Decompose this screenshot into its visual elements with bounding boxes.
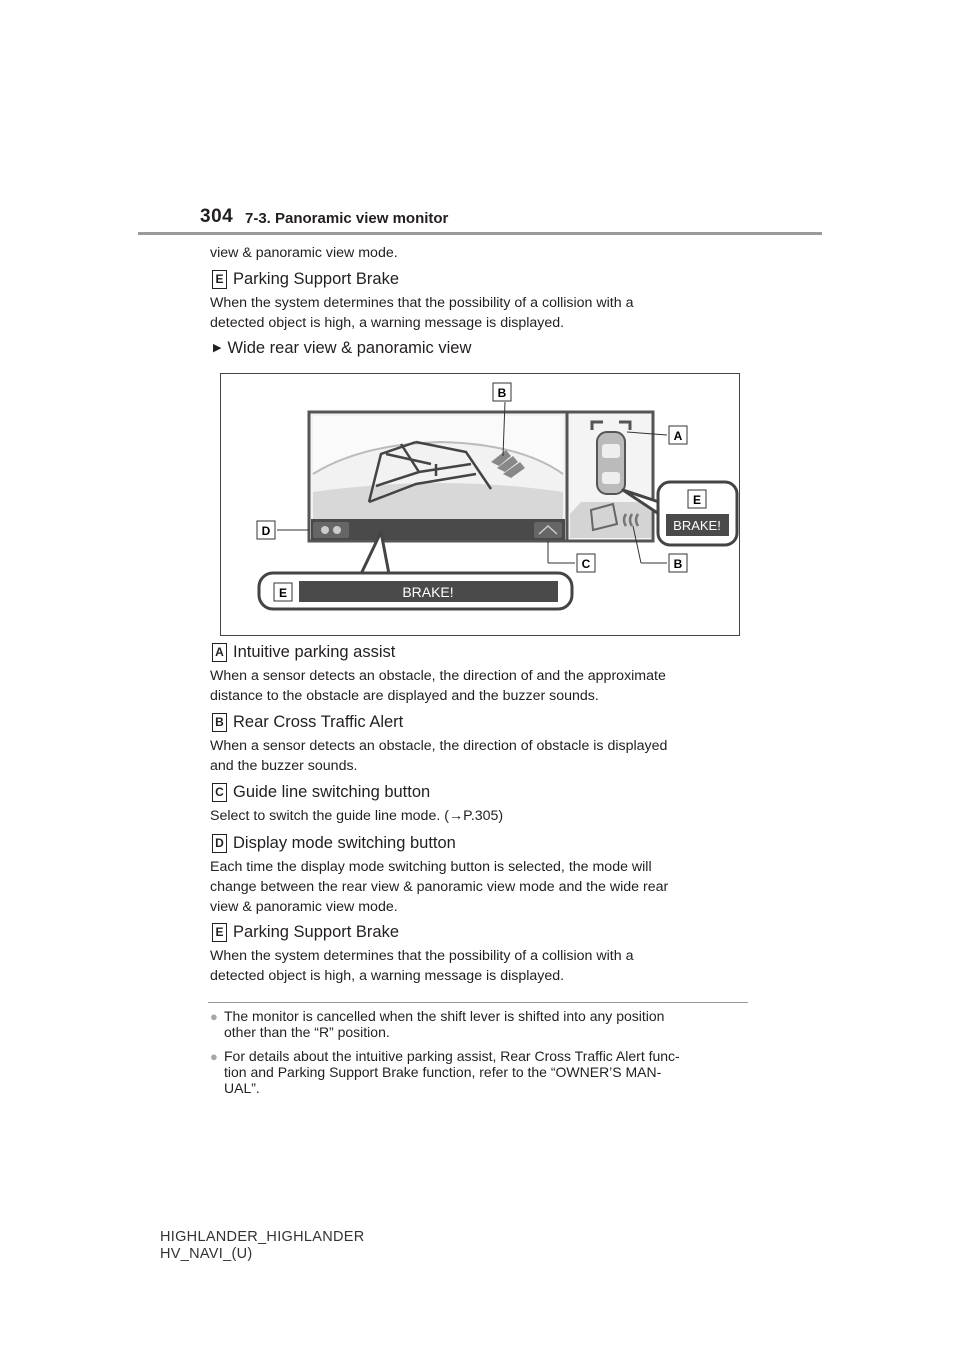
item-title: Parking Support Brake: [233, 270, 400, 288]
item-title: Guide line switching button: [233, 783, 431, 801]
item-description-line: change between the rear view & panoramic view mode and the wide rear: [210, 879, 669, 895]
brake-warning-small: BRAKE!: [673, 518, 721, 533]
guide-line-switching-button[interactable]: [534, 522, 562, 538]
callout-label: D: [261, 524, 271, 538]
item-letter-box: B: [212, 713, 227, 732]
item-description-line: detected object is high, a warning message is displayed.: [210, 315, 565, 331]
brake-warning-large: BRAKE!: [402, 584, 454, 600]
note-line: The monitor is cancelled when the shift lever is shifted into any position: [224, 1008, 665, 1024]
section-title: 7-3. Panoramic view monitor: [245, 210, 449, 227]
item-description-line: When a sensor detects an obstacle, the direction of and the approximate: [210, 668, 666, 684]
item-description-line: and the buzzer sounds.: [210, 758, 358, 774]
item-letter-box: D: [212, 834, 227, 853]
callout-label: C: [581, 557, 591, 571]
callout-label: B: [497, 386, 507, 400]
item-description-line: Each time the display mode switching button is selected, the mode will: [210, 859, 652, 875]
item-letter-box: A: [212, 643, 227, 662]
bullet-icon: ●: [210, 1009, 218, 1024]
note-line: other than the “R” position.: [224, 1024, 390, 1040]
subsection-title: Wide rear view & panoramic view: [227, 339, 472, 357]
item-description-line: When the system determines that the possibility of a collision with a: [210, 948, 634, 964]
item-description-line: view & panoramic view mode.: [210, 899, 398, 915]
footer-line: HV_NAVI_(U): [160, 1246, 253, 1262]
page-number: 304: [200, 206, 234, 227]
item-description-line: detected object is high, a warning message is displayed.: [210, 968, 565, 984]
item-title: Rear Cross Traffic Alert: [233, 713, 404, 731]
figure-frame: [220, 373, 740, 636]
item-description-line: When the system determines that the possibility of a collision with a: [210, 295, 634, 311]
callout-label: B: [673, 557, 683, 571]
arrow-right-icon: ▶: [213, 342, 222, 354]
item-description-line: distance to the obstacle are displayed and the buzzer sounds.: [210, 688, 599, 704]
item-title: Intuitive parking assist: [233, 643, 396, 661]
footer: [160, 1229, 365, 1263]
item-letter-box: E: [212, 923, 227, 942]
note-line: UAL”.: [224, 1080, 260, 1096]
vehicle-icon: [597, 432, 625, 494]
footer-line: HIGHLANDER_HIGHLANDER: [160, 1229, 365, 1245]
item-title: Parking Support Brake: [233, 923, 400, 941]
callout-label: A: [673, 429, 683, 443]
callout-label: E: [278, 586, 288, 600]
note-line: tion and Parking Support Brake function, refer to the “OWNER’S MAN-: [224, 1064, 662, 1080]
panoramic-view-illustration: [221, 374, 739, 635]
item-title: Display mode switching button: [233, 834, 456, 852]
screen-bottom-bar: [311, 519, 565, 540]
item-description-line: When a sensor detects an obstacle, the direction of obstacle is displayed: [210, 738, 668, 754]
bullet-icon: ●: [210, 1049, 218, 1064]
subsection-heading: [213, 339, 471, 358]
item-description-line: Select to switch the guide line mode. (→P.305): [210, 808, 504, 824]
note-line: For details about the intuitive parking assist, Rear Cross Traffic Alert func-: [224, 1048, 680, 1064]
display-mode-switching-button[interactable]: [313, 522, 349, 538]
item-letter-box: C: [212, 783, 227, 802]
callout-label: E: [692, 493, 702, 507]
intro-fragment: view & panoramic view mode.: [210, 245, 398, 261]
item-letter-box: E: [212, 270, 227, 289]
notes-divider: [208, 1002, 748, 1003]
header-divider: [138, 232, 822, 235]
